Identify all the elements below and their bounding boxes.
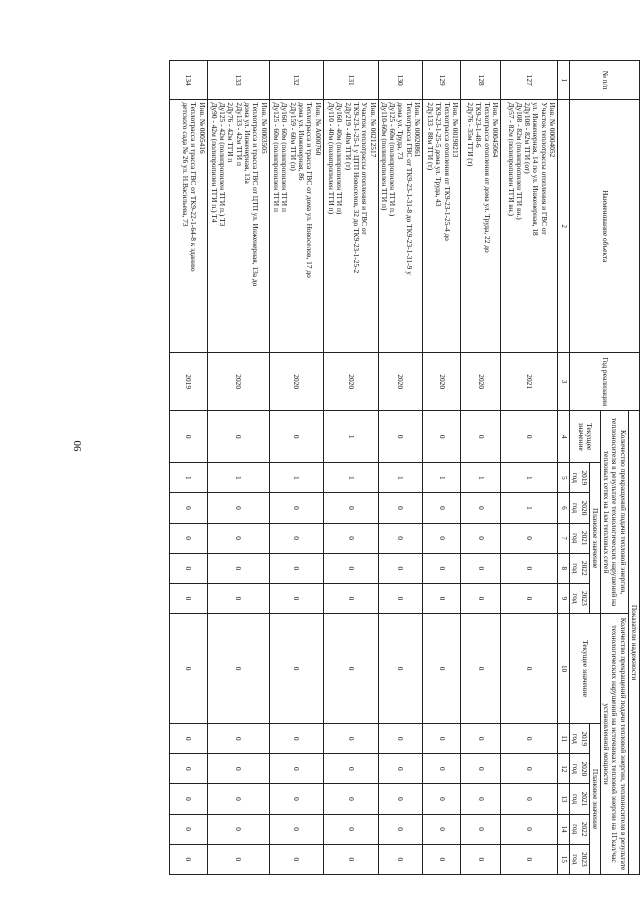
indicator-value: 0 xyxy=(323,724,378,754)
indicator-value: 0 xyxy=(501,844,558,874)
header-num: № п/п xyxy=(570,61,640,100)
header-year-2022: 2022 год xyxy=(570,553,590,583)
page-number: 90 xyxy=(72,440,84,452)
indicator-value: 0 xyxy=(269,724,323,754)
object-name-line: 2Ду76 - 42м ТГИ п xyxy=(226,102,236,163)
object-name-line: детского сада № 26 ул. Н.Васильева, 73 xyxy=(181,102,191,227)
table-row xyxy=(169,61,207,875)
object-name-line: Ду90 - 42м (полипропилен ТГИ п.) Т4 xyxy=(209,102,219,223)
indicator-value: 0 xyxy=(269,614,323,724)
indicator-value: 0 xyxy=(423,754,461,784)
object-name-line: Инв. № 00004052 xyxy=(548,102,558,158)
object-name-line: Ду57 - 82м (полипропилен ТГИ вн.) xyxy=(506,102,516,217)
indicator-value: 1 xyxy=(169,463,207,493)
row-number: 133 xyxy=(207,61,269,100)
indicator-value: 0 xyxy=(423,493,461,523)
header-planned-1: Плановое значение xyxy=(589,463,600,614)
table-row xyxy=(461,61,501,875)
table-row xyxy=(269,61,323,875)
object-name-line: 2Ду133 - 88м ТГИ (т) xyxy=(426,102,436,171)
object-name-line: 2Ду76 - 35м ТГИ (т) xyxy=(466,102,476,167)
realization-year: 2021 xyxy=(501,353,558,411)
object-name-line: Инв. № 0003505 xyxy=(259,102,269,154)
column-index: 15 xyxy=(558,844,570,874)
indicator-value: 0 xyxy=(207,523,269,553)
indicator-value: 0 xyxy=(269,844,323,874)
indicator-value: 0 xyxy=(461,614,501,724)
indicator-value: 1 xyxy=(461,463,501,493)
row-number: 130 xyxy=(378,61,422,100)
object-name-line: ул. Инженерная, 14 по ул. Инженерная, 18 xyxy=(531,102,541,236)
indicator-value: 0 xyxy=(501,614,558,724)
table-body xyxy=(169,61,557,875)
column-index: 2 xyxy=(558,100,570,353)
indicator-value: 0 xyxy=(461,583,501,613)
indicator-value: 1 xyxy=(501,493,558,523)
indicator-value: 0 xyxy=(423,553,461,583)
indicator-value: 0 xyxy=(169,411,207,463)
indicator-value: 0 xyxy=(501,724,558,754)
indicator-value: 0 xyxy=(207,583,269,613)
indicator-value: 1 xyxy=(378,463,422,493)
column-index: 11 xyxy=(558,724,570,754)
table-row xyxy=(501,61,558,875)
column-index: 14 xyxy=(558,814,570,844)
indicator-value: 0 xyxy=(461,754,501,784)
header-name: Наименование объекта xyxy=(570,100,640,353)
object-name-line: Инв. № 00045064 xyxy=(491,102,501,158)
object-name-line: Инв. № А000760 xyxy=(313,102,323,156)
indicator-value: 0 xyxy=(378,724,422,754)
object-name-line: 2Ду108 - 82м ТГИ (от) xyxy=(523,102,533,174)
indicator-value: 0 xyxy=(169,814,207,844)
indicator-value: 0 xyxy=(269,523,323,553)
object-name-line: 2Ду219 - 40м ТГИ (т) xyxy=(343,102,353,171)
object-name xyxy=(461,100,501,353)
indicator-value: 0 xyxy=(501,553,558,583)
row-number: 134 xyxy=(169,61,207,100)
indicator-value: 0 xyxy=(378,844,422,874)
indicator-value: 0 xyxy=(269,784,323,814)
object-name-line: Участок теплотрассы отопления и ГВС от xyxy=(360,102,370,235)
indicator-value: 0 xyxy=(501,814,558,844)
object-name-line: Ду160 - 60м (полипропилен ТГИ п xyxy=(280,102,290,212)
table-row xyxy=(323,61,378,875)
indicator-value: 0 xyxy=(207,493,269,523)
object-name xyxy=(323,100,378,353)
header-year-2021: 2021 год xyxy=(570,523,590,553)
object-name-line: Инв. № 00212517 xyxy=(368,102,378,158)
indicator-value: 0 xyxy=(207,411,269,463)
indicator-value: 0 xyxy=(269,583,323,613)
row-number: 127 xyxy=(501,61,558,100)
object-name-line: ТК9-23-1-25-1 у ЦТП Новоселов, 32 до ТК9-23-1-25-2 xyxy=(352,102,362,274)
indicator-value: 0 xyxy=(501,523,558,553)
indicator-value: 0 xyxy=(461,724,501,754)
row-number: 132 xyxy=(269,61,323,100)
column-index: 6 xyxy=(558,493,570,523)
indicator-value: 0 xyxy=(378,523,422,553)
indicator-value: 0 xyxy=(269,553,323,583)
indicator-value: 0 xyxy=(169,724,207,754)
object-name-line: Участок теплотрассы отопления и ГВС от xyxy=(539,102,549,235)
object-name xyxy=(269,100,323,353)
object-name-line: Инв. № 00020861 xyxy=(413,102,423,158)
header-planned-2: Плановое значение xyxy=(589,724,600,875)
header-year-2023: 2023 год xyxy=(570,583,590,613)
indicator-value: 0 xyxy=(461,411,501,463)
indicator-value: 0 xyxy=(323,523,378,553)
indicator-value: 0 xyxy=(378,553,422,583)
indicator-value: 1 xyxy=(501,463,558,493)
reliability-table xyxy=(169,60,640,875)
object-name-line: Ду108 - 82м (полипропилен ТГИ вн.) xyxy=(514,102,524,220)
indicator-value: 0 xyxy=(207,754,269,784)
object-name xyxy=(423,100,461,353)
object-name xyxy=(207,100,269,353)
indicator-value: 0 xyxy=(461,553,501,583)
object-name-line: ТК9-23-1-25-5 дома ул. Труда, 43 xyxy=(434,102,444,207)
object-name-line: дома ул. Инженерная, 13а xyxy=(243,102,253,184)
indicator-value: 0 xyxy=(207,724,269,754)
header-indicators: Показатели надежности xyxy=(628,411,639,875)
object-name xyxy=(169,100,207,353)
indicator-value: 0 xyxy=(207,844,269,874)
object-name-line: 2Ду133 - 42м ТГИ п xyxy=(234,102,244,166)
indicator-value: 0 xyxy=(269,411,323,463)
indicator-value: 0 xyxy=(323,754,378,784)
object-name-line: дома ул. Труда, 73 xyxy=(396,102,406,160)
indicator-value: 1 xyxy=(207,463,269,493)
indicator-value: 0 xyxy=(378,614,422,724)
header-year-2022: 2022 год xyxy=(570,814,590,844)
table-row xyxy=(207,61,269,875)
column-index: 3 xyxy=(558,353,570,411)
object-name-line: Ду110-60м (полипропилен ТГИ п) xyxy=(379,102,389,211)
indicator-value: 0 xyxy=(323,614,378,724)
realization-year: 2020 xyxy=(378,353,422,411)
indicator-value: 0 xyxy=(378,754,422,784)
object-name-line: Инв. № 0005416 xyxy=(197,102,207,154)
indicator-value: 0 xyxy=(323,844,378,874)
object-name-line: ТК9-23-1-48-6 xyxy=(474,102,484,148)
column-index: 9 xyxy=(558,583,570,613)
indicator-value: 0 xyxy=(323,553,378,583)
object-name-line: Инв. № 00198213 xyxy=(451,102,461,158)
realization-year: 2020 xyxy=(323,353,378,411)
indicator-value: 0 xyxy=(423,844,461,874)
realization-year: 2019 xyxy=(169,353,207,411)
indicator-value: 0 xyxy=(501,583,558,613)
object-name-line: Теплотрасса и трасса ГВС от ЦТП ул. Инженерная, 13а до xyxy=(251,102,261,287)
row-number: 131 xyxy=(323,61,378,100)
object-name-line: Ду160 - 40м (полипропилен ТГИ п) xyxy=(335,102,345,215)
indicator-value: 0 xyxy=(207,784,269,814)
header-year: Год реализации xyxy=(570,353,640,411)
indicator-value: 0 xyxy=(461,844,501,874)
object-name-line: Ду125 - 42м (полипропилен ТГИ п.) Т3 xyxy=(218,102,228,227)
indicator-value: 0 xyxy=(423,411,461,463)
object-name-line: Теплотрасса отопления от ТК9-23-1-25-4 до xyxy=(442,102,452,241)
indicator-value: 0 xyxy=(461,814,501,844)
indicator-value: 0 xyxy=(269,493,323,523)
realization-year: 2020 xyxy=(269,353,323,411)
column-index: 5 xyxy=(558,463,570,493)
rotated-table-page xyxy=(100,60,640,875)
column-index: 13 xyxy=(558,784,570,814)
indicator-value: 1 xyxy=(323,463,378,493)
object-name-line: дома ул. Инженерная, 86 xyxy=(297,102,307,181)
indicator-value: 0 xyxy=(378,814,422,844)
realization-year: 2020 xyxy=(423,353,461,411)
column-index-row xyxy=(558,61,570,875)
indicator-value: 0 xyxy=(423,784,461,814)
header-current-1: Текущее значение xyxy=(570,411,601,463)
column-index: 10 xyxy=(558,614,570,724)
realization-year: 2020 xyxy=(207,353,269,411)
header-current-2: Текущее значение xyxy=(570,614,601,724)
indicator-value: 0 xyxy=(461,493,501,523)
indicator-value: 0 xyxy=(423,814,461,844)
indicator-value: 0 xyxy=(323,583,378,613)
indicator-value: 0 xyxy=(323,493,378,523)
object-name xyxy=(501,100,558,353)
object-name xyxy=(378,100,422,353)
column-index: 7 xyxy=(558,523,570,553)
object-name-line: Теплотрасса и трасса ГВС от дома ул. Новоселов, 17 до xyxy=(305,102,315,278)
indicator-value: 0 xyxy=(501,754,558,784)
indicator-value: 0 xyxy=(423,583,461,613)
object-name-line: Ду125 - 60м (полипропилен ТГИ п xyxy=(272,102,282,212)
object-name-line: Теплотрасса ГВС от ТК9-23-1-31-8 до ТК9-23-1-31-9 у xyxy=(404,102,414,275)
indicator-value: 1 xyxy=(269,463,323,493)
row-number: 129 xyxy=(423,61,461,100)
indicator-value: 0 xyxy=(207,553,269,583)
header-year-2019: 2019 год xyxy=(570,724,590,754)
object-name-line: Теплотрасса отопления от дома ул. Труда, 22 до xyxy=(482,102,492,253)
indicator-value: 0 xyxy=(169,583,207,613)
indicator-value: 0 xyxy=(501,784,558,814)
object-name-line: 2Ду159 - 60м ТГИ (п) xyxy=(288,102,298,171)
header-year-2023: 2023 год xyxy=(570,844,590,874)
indicator-value: 0 xyxy=(207,614,269,724)
indicator-value: 0 xyxy=(461,523,501,553)
object-name-line: Теплотрасса и трасса ГВС от ТК9-22-1-64-8 к зданию xyxy=(189,102,199,272)
header-year-2019: 2019 год xyxy=(570,463,590,493)
indicator-value: 0 xyxy=(378,411,422,463)
row-number: 128 xyxy=(461,61,501,100)
indicator-value: 1 xyxy=(323,411,378,463)
indicator-value: 0 xyxy=(501,411,558,463)
indicator-value: 0 xyxy=(269,814,323,844)
realization-year: 2020 xyxy=(461,353,501,411)
indicator-value: 0 xyxy=(323,784,378,814)
indicator-value: 0 xyxy=(269,754,323,784)
object-name-line: Ду125 - 60м (полипропилен ТГИ п.) xyxy=(388,102,398,217)
indicator-value: 0 xyxy=(423,523,461,553)
indicator-value: 0 xyxy=(378,784,422,814)
indicator-value: 0 xyxy=(169,754,207,784)
header-year-2020: 2020 год xyxy=(570,754,590,784)
object-name-line: Ду110 - 40м (полипропилен ТГИ п) xyxy=(327,102,337,215)
indicator-value: 0 xyxy=(169,614,207,724)
indicator-value: 0 xyxy=(378,493,422,523)
header-group-networks: Количество прекращений подачи тепловой энергии, теплоносителя в результате технологических нарушений на тепловых сетях на 1км тепловых сетей xyxy=(600,411,628,614)
indicator-value: 0 xyxy=(423,614,461,724)
header-year-2020: 2020 год xyxy=(570,493,590,523)
indicator-value: 0 xyxy=(461,784,501,814)
indicator-value: 0 xyxy=(169,844,207,874)
column-index: 4 xyxy=(558,411,570,463)
indicator-value: 0 xyxy=(169,493,207,523)
indicator-value: 0 xyxy=(207,814,269,844)
indicator-value: 0 xyxy=(169,553,207,583)
indicator-value: 0 xyxy=(323,814,378,844)
header-group-sources: Количество прекращений подачи тепловой энергии, теплоносителя в результате технологических нарушений на источниках тепловой энергии на 1Гкал/час установленной мощности xyxy=(600,614,628,875)
column-index: 1 xyxy=(558,61,570,100)
column-index: 12 xyxy=(558,754,570,784)
indicator-value: 0 xyxy=(169,523,207,553)
indicator-value: 0 xyxy=(169,784,207,814)
indicator-value: 0 xyxy=(378,583,422,613)
table-row xyxy=(378,61,422,875)
header-year-2021: 2021 год xyxy=(570,784,590,814)
table-row xyxy=(423,61,461,875)
indicator-value: 1 xyxy=(423,463,461,493)
indicator-value: 0 xyxy=(423,724,461,754)
column-index: 8 xyxy=(558,553,570,583)
